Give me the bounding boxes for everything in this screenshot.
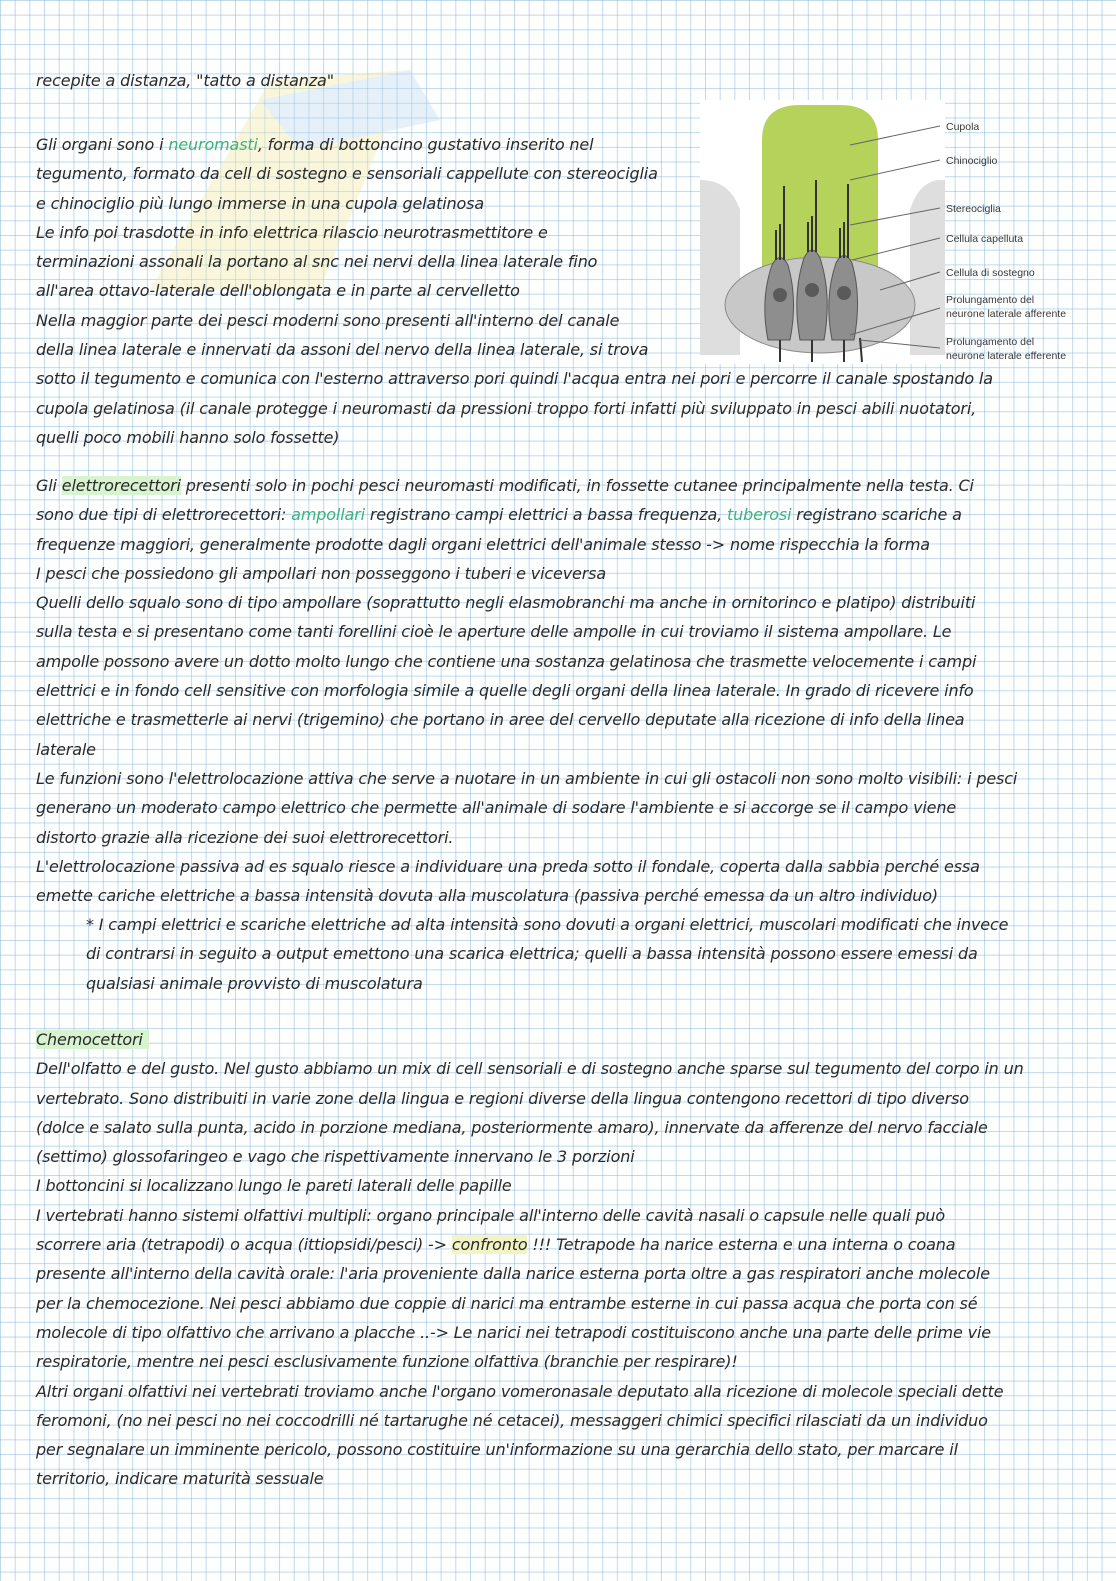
text-span: Gli organi sono i [36, 135, 169, 154]
text-line: respiratorie, mentre nei pesci esclusivamente funzione olfattiva (branchie per respirare)! [36, 1352, 738, 1372]
text-line: elettriche e trasmetterle ai nervi (trigemino) che portano in aree del cervello deputate alla ricezione di info della linea [36, 710, 965, 730]
neuromast-illustration [700, 100, 1092, 364]
text-line: L'elettrolocazione passiva ad es squalo riesce a individuare una preda sotto il fondale, coperta dalla sabbia perché essa [36, 856, 980, 876]
text-line: generano un moderato campo elettrico che permette all'animale di sodare l'ambiente e si accorge se il campo viene [36, 798, 957, 818]
text-span: !!! Tetrapode ha narice esterna e una interna o coana [527, 1235, 956, 1255]
text-line: laterale [36, 739, 96, 759]
label-afferente-2: neurone laterale afferente [946, 308, 1067, 320]
text-span: sono due tipi di elettrorecettori: [36, 505, 292, 525]
text-line: Le info poi trasdotte in info elettrica rilascio neurotrasmettitore e [36, 222, 548, 242]
note-paragraph [86, 910, 1096, 998]
text-span: registrano scariche a [791, 505, 962, 525]
text-line: (dolce e salato sulla punta, acido in porzione mediana, posteriormente amaro), innervate da afferenze del nervo facciale [36, 1117, 988, 1137]
term-ampollari: ampollari [291, 505, 365, 525]
text-line: per la chemocezione. Nei pesci abbiamo due coppie di narici ma entrambe esterne in cui passa acqua che porta con sé [36, 1293, 978, 1313]
text-line: quelli poco mobili hanno solo fossette) [36, 427, 340, 447]
term-tuberosi: tuberosi [727, 505, 792, 525]
text-line: Nella maggior parte dei pesci moderni sono presenti all'interno del canale [36, 310, 620, 330]
text-span: presenti solo in pochi pesci neuromasti modificati, in fossette cutanee principalmente nella testa. Ci [180, 476, 974, 495]
text-line: terminazioni assonali la portano al snc nei nervi della linea laterale fino [36, 252, 598, 272]
term-confronto: confronto [451, 1235, 528, 1255]
text-line: frequenze maggiori, generalmente prodotte dagli organi elettrici dell'animale stesso -> nome rispecchia la forma [36, 534, 930, 554]
text-line: Altri organi olfattivi nei vertebrati troviamo anche l'organo vomeronasale deputato alla ricezione di molecole speciali dette [36, 1381, 1004, 1401]
text-line: * I campi elettrici e scariche elettriche ad alta intensità sono dovuti a organi elettrici, muscolari modificati che invece [86, 915, 1009, 934]
text-line: di contrarsi in seguito a output emettono una scarica elettrica; quelli a bassa intensità possono essere emessi da [86, 944, 978, 964]
term-elettrorecettori: elettrorecettori [61, 476, 181, 495]
label-cupola: Cupola [946, 121, 980, 133]
label-afferente-1: Prolungamento del [946, 294, 1035, 306]
text-span: scorrere aria (tetrapodi) o acqua (ittiopsidi/pesci) -> [36, 1235, 452, 1255]
text-line [36, 471, 1096, 500]
text-line: e chinociglio più lungo immerse in una cupola gelatinosa [36, 193, 484, 213]
text-line: per segnalare un imminente pericolo, possono costituire un'informazione su una gerarchia dello stato, per marcare il [36, 1440, 958, 1460]
text-line: molecole di tipo olfattivo che arrivano a placche ..-> Le narici nei tetrapodi costituiscono anche una parte delle prime vie [36, 1322, 991, 1342]
text-line: feromoni, (no nei pesci no nei coccodrilli né tartarughe né cetacei), messaggeri chimici specifici rilasciati da un individuo [36, 1410, 988, 1430]
text-line: emette cariche elettriche a bassa intensità dovuta alla muscolatura (passiva perché emessa da un altro individuo) [36, 886, 938, 906]
label-efferente-1: Prolungamento del [946, 336, 1035, 348]
text-line: distorto grazie alla ricezione dei suoi elettrorecettori. [36, 827, 454, 847]
text-line: territorio, indicare maturità sessuale [36, 1469, 324, 1489]
heading-line [36, 1025, 1096, 1054]
label-stereociglia: Stereociglia [946, 203, 1001, 215]
text-line: elettrici e in fondo cell sensitive con morfologia simile a quelle degli organi della linea laterale. In grado di ricevere info [36, 681, 974, 701]
text-span: registrano campi elettrici a bassa frequenza, [364, 505, 727, 525]
text-line: all'area ottavo-laterale dell'oblongata e in parte al cervelletto [36, 281, 520, 301]
label-efferente-2: neurone laterale efferente [946, 350, 1067, 362]
text-line: sotto il tegumento e comunica con l'esterno attraverso pori quindi l'acqua entra nei pori e percorre il canale spostando la [36, 369, 993, 389]
text-line: Dell'olfatto e del gusto. Nel gusto abbiamo un mix di cell sensoriali e di sostegno anche sparse sul tegumento del corpo in un [36, 1059, 1024, 1079]
text-line: I pesci che possiedono gli ampollari non posseggono i tuberi e viceversa [36, 563, 606, 583]
text-line [36, 500, 1096, 529]
text-line: tegumento, formato da cell di sostegno e sensoriali cappellute con stereociglia [36, 164, 658, 184]
text-line: qualsiasi animale provvisto di muscolatura [86, 973, 423, 993]
intro-line: recepite a distanza, "tatto a distanza" [36, 71, 334, 90]
text-line: (settimo) glossofaringeo e vago che rispettivamente innervano le 3 porzioni [36, 1147, 635, 1167]
text-line: Le funzioni sono l'elettrolocazione attiva che serve a nuotare in un ambiente in cui gli ostacoli non sono molto visibili: i pesci [36, 768, 1018, 788]
chemocettori-heading: Chemocettori [36, 1030, 149, 1049]
text-span: , forma di bottoncino gustativo inserito nel [257, 135, 594, 154]
text-line: I bottoncini si localizzano lungo le pareti laterali delle papille [36, 1176, 512, 1196]
label-cellula-sostegno: Cellula di sostegno [946, 267, 1035, 279]
text-line: sulla testa e si presentano come tanti forellini cioè le aperture delle ampolle in cui troviamo il sistema ampollare. Le [36, 622, 952, 642]
chemocettori-section [36, 1025, 1096, 1494]
label-chinociglio: Chinociglio [946, 155, 998, 167]
term-neuromasti: neuromasti [168, 135, 258, 154]
text-line: Quelli dello squalo sono di tipo ampollare (soprattutto negli elasmobranchi ma anche in ornitorinco e platipo) distribuiti [36, 593, 976, 613]
text-span: Gli [36, 476, 62, 495]
text-line: della linea laterale e innervati da assoni del nervo della linea laterale, si trova [36, 340, 649, 360]
text-line: I vertebrati hanno sistemi olfattivi multipli: organo principale all'interno delle cavità nasali o capsule nelle quali può [36, 1205, 946, 1225]
text-line: presente all'interno della cavità orale: l'aria proveniente dalla narice esterna porta oltre a gas respiratori anche molecole [36, 1264, 990, 1284]
text-line: ampolle possono avere un dotto molto lungo che contiene una sostanza gelatinosa che trasmette velocemente i campi [36, 651, 977, 671]
label-cellula-capelluta: Cellula capelluta [946, 233, 1024, 245]
text-line: cupola gelatinosa (il canale protegge i neuromasti da pressioni troppo forti infatti più sviluppato in pesci abili nuotatori, [36, 398, 977, 418]
text-line: vertebrato. Sono distribuiti in varie zone della lingua e regioni diverse della lingua contengono recettori di tipo diverso [36, 1088, 969, 1108]
neuromast-diagram [700, 100, 1092, 364]
text-line [36, 1230, 1096, 1259]
elettrorecettori-paragraph [36, 471, 1096, 910]
